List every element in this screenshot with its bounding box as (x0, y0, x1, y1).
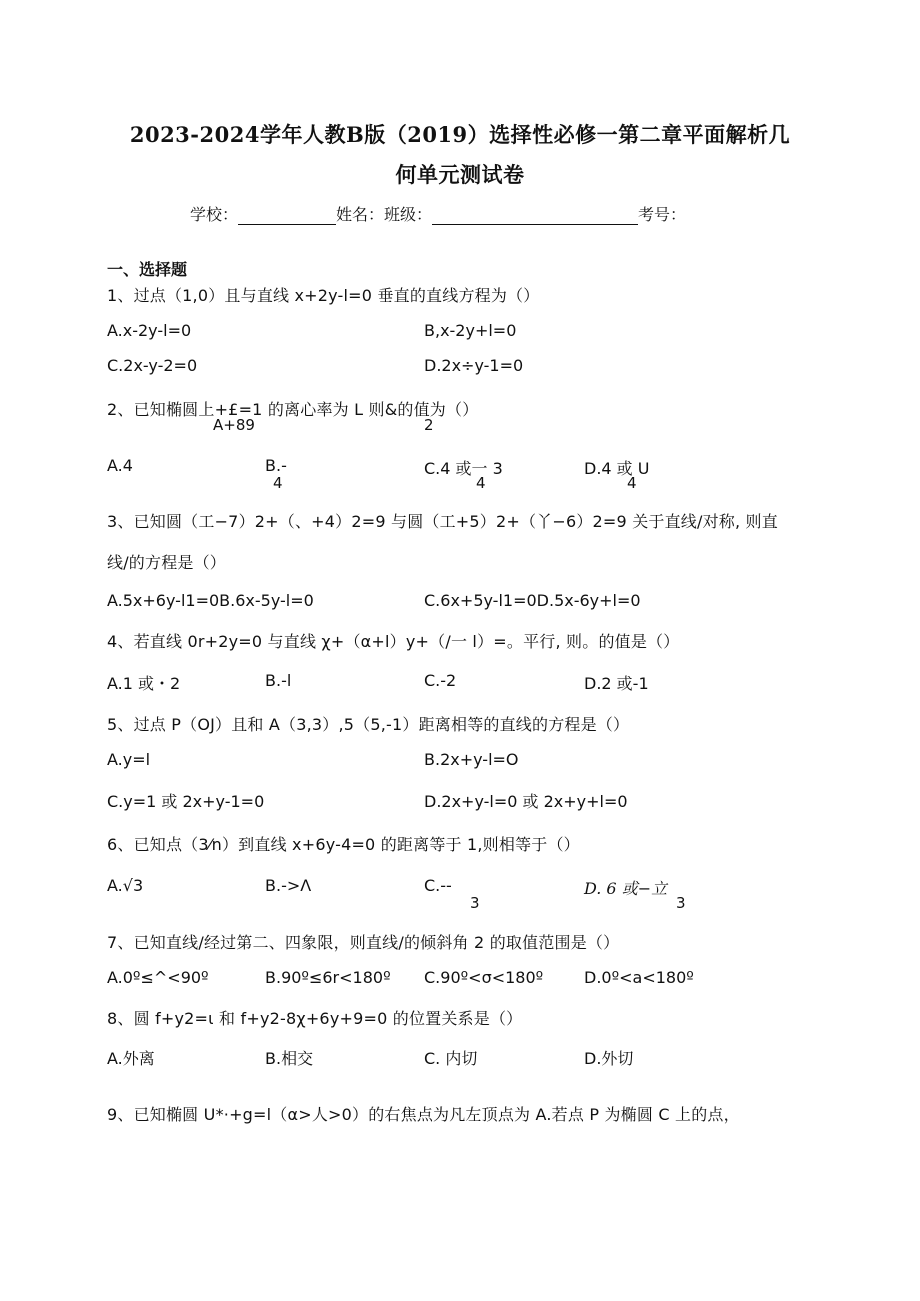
question-5-option-b[interactable]: B.2x+y-l=O (424, 750, 519, 769)
question-3-stem-line-2: 线/的方程是（） (107, 553, 226, 572)
question-8-option-c[interactable]: C. 内切 (424, 1049, 478, 1068)
school-blank[interactable] (238, 208, 336, 225)
question-3-options-c-d[interactable]: C.6x+5y-l1=0D.5x-6y+l=0 (424, 591, 641, 610)
question-5-option-c[interactable]: C.y=1 或 2x+y-1=0 (107, 792, 265, 811)
question-2-subscript-2: 2 (424, 416, 434, 434)
question-2-option-b-denominator: 4 (273, 474, 283, 492)
question-6-option-b[interactable]: B.->Λ (265, 876, 312, 895)
question-7-option-a[interactable]: A.0º≤^<90º (107, 968, 209, 987)
question-2-option-d-denominator: 4 (627, 474, 637, 492)
question-7-option-d[interactable]: D.0º<a<180º (584, 968, 694, 987)
question-2-subscript-1: A+89 (213, 416, 255, 434)
school-label: 学校： (190, 205, 239, 224)
question-6-stem: 6、已知点（3⁄n）到直线 x+6y-4=0 的距离等于 1,则相等于（） (107, 835, 580, 854)
title-line-2: 何单元测试卷 (395, 162, 525, 187)
question-9-stem: 9、已知椭圆 U*·+g=l（α>人>0）的右焦点为凡左顶点为 A.若点 P 为椭圆 C 上的点， (107, 1105, 740, 1124)
question-5-option-d[interactable]: D.2x+y-l=0 或 2x+y+l=0 (424, 792, 628, 811)
question-8-option-b[interactable]: B.相交 (265, 1049, 314, 1068)
question-6-option-d-denominator: 3 (676, 894, 686, 912)
question-1-option-c[interactable]: C.2x-y-2=0 (107, 356, 198, 375)
question-6-option-a[interactable]: A.√3 (107, 876, 144, 895)
question-6-option-c-denominator: 3 (470, 894, 480, 912)
question-1-option-a[interactable]: A.x-2y-l=0 (107, 321, 192, 340)
class-blank[interactable] (432, 208, 638, 225)
question-5-option-a[interactable]: A.y=l (107, 750, 151, 769)
exam-no-label: 考号： (638, 205, 687, 224)
question-2-option-c[interactable]: C.4 或一 3 (424, 459, 503, 478)
name-class-label: 姓名：班级： (336, 205, 433, 224)
question-8-stem: 8、圆 f+y2=ι 和 f+y2-8χ+6y+9=0 的位置关系是（） (107, 1009, 523, 1028)
question-4-option-d[interactable]: D.2 或-1 (584, 674, 649, 693)
question-3-stem-line-1: 3、已知圆（工−7）2+（、+4）2=9 与圆（工+5）2+（丫−6）2=9 关于直线/对称, 则直 (107, 512, 778, 531)
question-7-option-b[interactable]: B.90º≤6r<180º (265, 968, 391, 987)
question-6-option-c[interactable]: C.-- (424, 876, 452, 895)
question-1-stem: 1、过点（1,0）且与直线 x+2y-l=0 垂直的直线方程为（） (107, 286, 540, 305)
question-2-option-a[interactable]: A.4 (107, 456, 133, 475)
question-1-option-d[interactable]: D.2x÷y-1=0 (424, 356, 524, 375)
question-2-option-c-denominator: 4 (476, 474, 486, 492)
question-4-stem: 4、若直线 0r+2y=0 与直线 χ+（α+l）y+（/一 l）=。平行, 则。的值是（） (107, 632, 680, 651)
question-7-option-c[interactable]: C.90º<σ<180º (424, 968, 544, 987)
question-8-option-a[interactable]: A.外离 (107, 1049, 155, 1068)
question-8-option-d[interactable]: D.外切 (584, 1049, 634, 1068)
question-7-stem: 7、已知直线/经过第二、四象限，则直线/的倾斜角 2 的取值范围是（） (107, 933, 620, 952)
question-4-option-b[interactable]: B.-l (265, 671, 292, 690)
question-3-options-a-b[interactable]: A.5x+6y-l1=0B.6x-5y-l=0 (107, 591, 314, 610)
section-heading-choice: 一、选择题 (107, 260, 188, 279)
question-2-option-b[interactable]: B.- (265, 456, 287, 475)
question-2-option-d[interactable]: D.4 或 U (584, 459, 650, 478)
question-4-option-c[interactable]: C.-2 (424, 671, 457, 690)
question-4-option-a[interactable]: A.1 或・2 (107, 674, 181, 693)
question-1-option-b[interactable]: B,x-2y+l=0 (424, 321, 517, 340)
title-line-1: 2023-2024学年人教B版（2019）选择性必修一第二章平面解析几 (129, 122, 791, 147)
question-6-option-d[interactable]: D. 6 或−立 (584, 879, 668, 898)
student-info-row (190, 202, 686, 225)
question-5-stem: 5、过点 P（OJ）且和 A（3,3）,5（5,-1）距离相等的直线的方程是（） (107, 715, 630, 734)
question-2-stem: 2、已知椭圆上+£=1 的离心率为 L 则&的值为（） (107, 400, 479, 419)
